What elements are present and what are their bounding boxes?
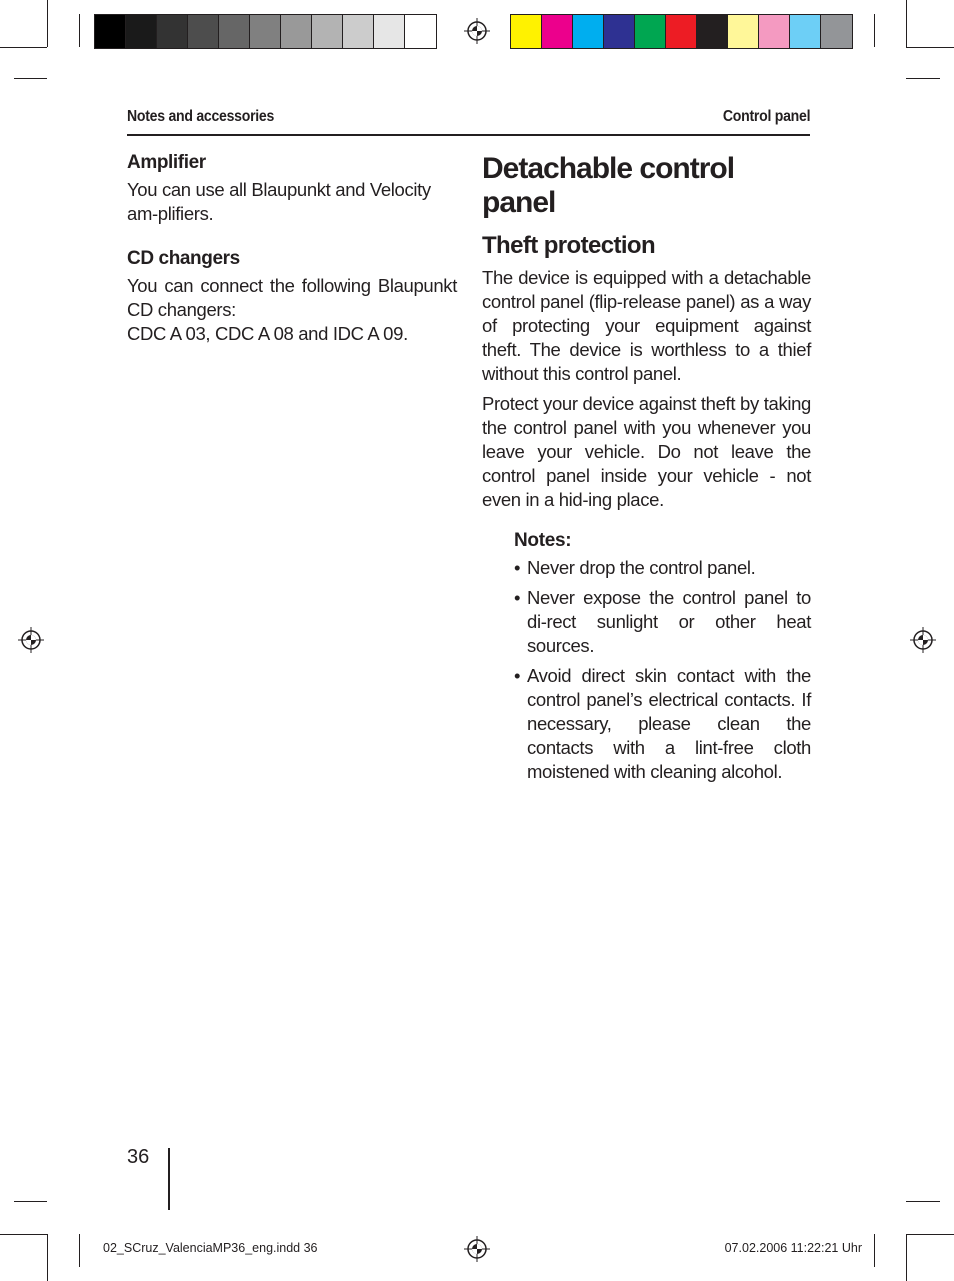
- theft-paragraph-1: The device is equipped with a detachable control panel (flip-release panel) as a way of protecting your equipment against theft. The device is worthless to a thief without this control panel.: [482, 267, 811, 384]
- color-swatch: [759, 15, 790, 48]
- crop-mark: [906, 1234, 907, 1281]
- crop-mark: [906, 1234, 954, 1235]
- crop-mark: [79, 1234, 80, 1267]
- color-swatch: [635, 15, 666, 48]
- header-rule: [127, 134, 810, 136]
- bullet-icon: •: [514, 557, 521, 578]
- note-item: [514, 586, 811, 658]
- running-head-left: Notes and accessories: [127, 108, 275, 125]
- cd-changers-text: You can connect the following Blaupunkt CD changers:: [127, 275, 457, 320]
- crop-mark: [874, 1234, 875, 1267]
- note-text: Never expose the control panel to di-rect sunlight or other heat sources.: [527, 587, 811, 656]
- right-column: [482, 150, 811, 790]
- color-swatch: [157, 15, 188, 48]
- crop-mark: [906, 0, 907, 47]
- color-swatch: [126, 15, 157, 48]
- crop-mark: [874, 14, 875, 47]
- section-title: Detachable control panel: [482, 152, 735, 219]
- crop-mark: [906, 78, 940, 79]
- gray-color-bar: [94, 14, 437, 49]
- color-swatch: [343, 15, 374, 48]
- bullet-icon: •: [514, 665, 521, 686]
- amplifier-heading: Amplifier: [127, 152, 206, 173]
- color-swatch: [188, 15, 219, 48]
- crop-mark: [0, 1234, 47, 1235]
- left-column: [127, 152, 457, 346]
- color-swatch: [250, 15, 281, 48]
- notes-title: Notes:: [514, 530, 572, 551]
- color-swatch: [821, 15, 852, 48]
- crop-mark: [47, 0, 48, 47]
- registration-mark-icon: [18, 627, 44, 653]
- note-item: [514, 556, 811, 580]
- registration-mark-icon: [464, 18, 490, 44]
- slug-filename: 02_SCruz_ValenciaMP36_eng.indd 36: [103, 1241, 318, 1255]
- color-swatch: [511, 15, 542, 48]
- crop-mark: [79, 14, 80, 47]
- color-swatch: [790, 15, 821, 48]
- color-swatch: [405, 15, 436, 48]
- cd-changers-heading: CD changers: [127, 248, 240, 269]
- note-text: Never drop the control panel.: [527, 557, 756, 578]
- color-swatch: [312, 15, 343, 48]
- color-swatch: [573, 15, 604, 48]
- registration-mark-icon: [910, 627, 936, 653]
- crop-mark: [47, 1234, 48, 1281]
- color-swatch: [728, 15, 759, 48]
- registration-mark-icon: [464, 1236, 490, 1262]
- slug-timestamp: 07.02.2006 11:22:21 Uhr: [724, 1241, 862, 1255]
- running-head-right: Control panel: [722, 108, 810, 125]
- bullet-icon: •: [514, 587, 521, 608]
- theft-protection-heading: Theft protection: [482, 232, 656, 259]
- crop-mark: [14, 1201, 47, 1202]
- notes-block: [514, 530, 811, 784]
- color-swatch: [95, 15, 126, 48]
- color-swatch: [697, 15, 728, 48]
- theft-paragraph-2: Protect your device against theft by taking the control panel with you whenever you leave your vehicle. Do not leave the control panel inside your vehicle - not even in a hid-ing place.: [482, 393, 811, 510]
- color-swatch: [666, 15, 697, 48]
- color-swatch: [542, 15, 573, 48]
- color-swatch: [604, 15, 635, 48]
- note-text: Avoid direct skin contact with the control panel’s electrical contacts. If necessary, please clean the contacts with a lint-free cloth moistened with cleaning alcohol.: [527, 665, 811, 782]
- crop-mark: [906, 47, 954, 48]
- color-swatch: [374, 15, 405, 48]
- crop-mark: [14, 78, 47, 79]
- process-color-bar: [510, 14, 853, 49]
- amplifier-text: You can use all Blaupunkt and Velocity am-plifiers.: [127, 179, 431, 224]
- note-item: [514, 664, 811, 784]
- crop-mark: [0, 47, 47, 48]
- page-number: 36: [127, 1146, 150, 1168]
- page-number-rule: [168, 1148, 170, 1210]
- color-swatch: [281, 15, 312, 48]
- color-swatch: [219, 15, 250, 48]
- cd-changers-models: CDC A 03, CDC A 08 and IDC A 09.: [127, 323, 408, 344]
- crop-mark: [906, 1201, 940, 1202]
